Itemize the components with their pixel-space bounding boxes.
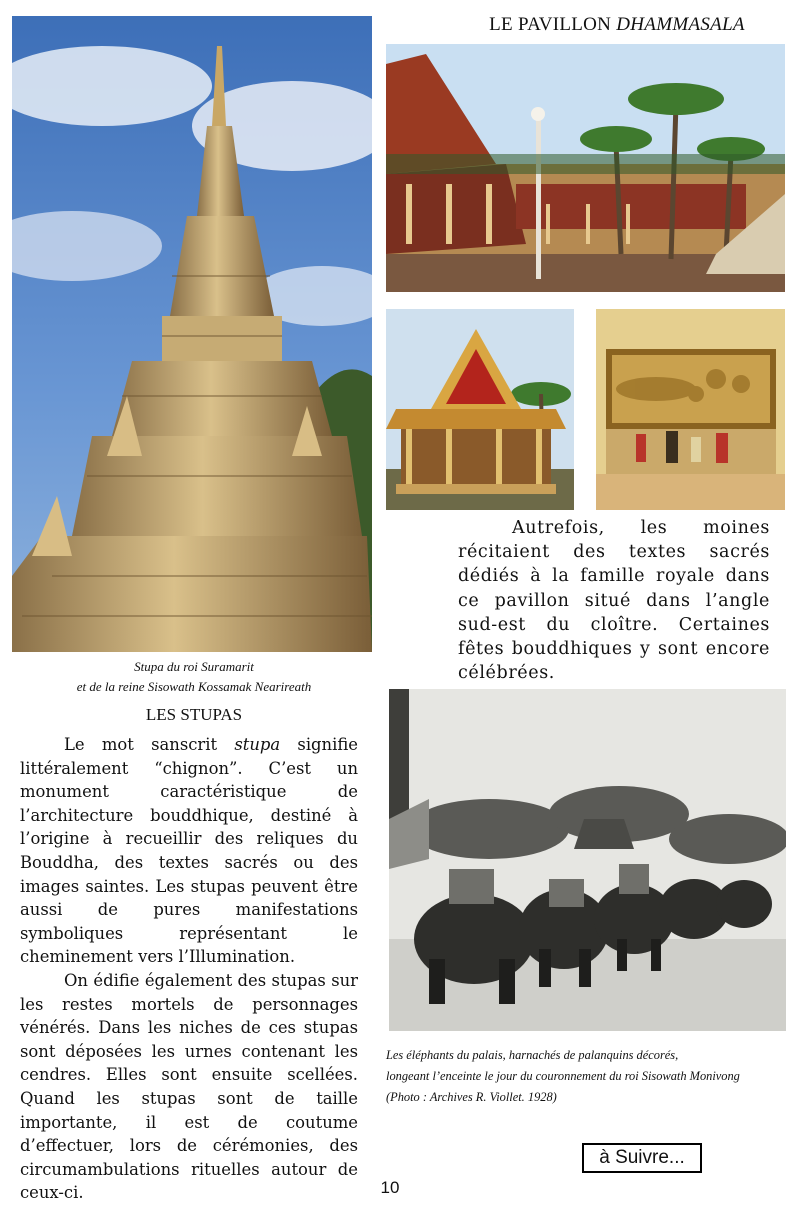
elephant-caption-line2: longeant l’enceinte le jour du couronnement du roi Sisowath Monivong [386,1069,740,1083]
page-number: 10 [380,1178,400,1197]
stupas-text [20,733,358,1205]
stupas-p1-italic: stupa [234,735,281,754]
elephant-caption-line3: (Photo : Archives R. Viollet. 1928) [386,1090,557,1104]
stupa-photo-caption [14,657,374,697]
stupa-caption-line1: Stupa du roi Suramarit [134,659,254,674]
stupas-p1-before: Le mot sanscrit [64,735,235,754]
elephant-photo-caption [386,1045,788,1108]
stupas-p1-after: signifie littéralement “chignon”. C’est un monument caractéristique de l’architecture bouddhique, destiné à l’origine à recueillir des reliques du Bouddha, des textes sacrés ou des images saintes. Les stupas peuvent être aussi de pures manifestations symboliques représentant le cheminement vers l’Illumination. [20,735,358,967]
stupas-paragraph-1 [20,733,358,969]
interior-relief-photo [596,309,785,510]
stupas-heading: LES STUPAS [145,705,243,724]
stupa-caption-line2: et de la reine Sisowath Kossamak Nearireath [76,679,312,694]
stupa-photo [12,16,372,652]
pavillon-paragraph: Autrefois, les moines récitaient des textes sacrés dédiés à la famille royale dans ce pavillon situé dans l’angle sud-est du cloître. Certaines fêtes bouddhiques y sont encore célébrées. [458,518,770,684]
pavilion-courtyard-photo [386,44,785,292]
elephant-procession-photo [389,689,786,1031]
pavillon-title [452,14,782,36]
golden-pavilion-photo [386,309,574,510]
stupas-paragraph-2: On édifie également des stupas sur les restes mortels de personnages vénérés. Dans les niches de ces stupas sont déposées les urnes contenant les cendres. Elles sont ensuite scellées. Quand les stupas sont de taille importante, il est de coutume d’effectuer, lors de cérémonies, des circumambulations rituelles autour de ceux-ci. [20,970,358,1203]
pavillon-description [458,516,770,685]
elephant-caption-line1: Les éléphants du palais, harnachés de palanquins décorés, [386,1048,679,1062]
next-page-button[interactable]: à Suivre... [582,1143,702,1173]
pavillon-title-prefix: LE PAVILLON [489,14,617,35]
pavillon-title-italic: DHAMMASALA [616,14,745,35]
